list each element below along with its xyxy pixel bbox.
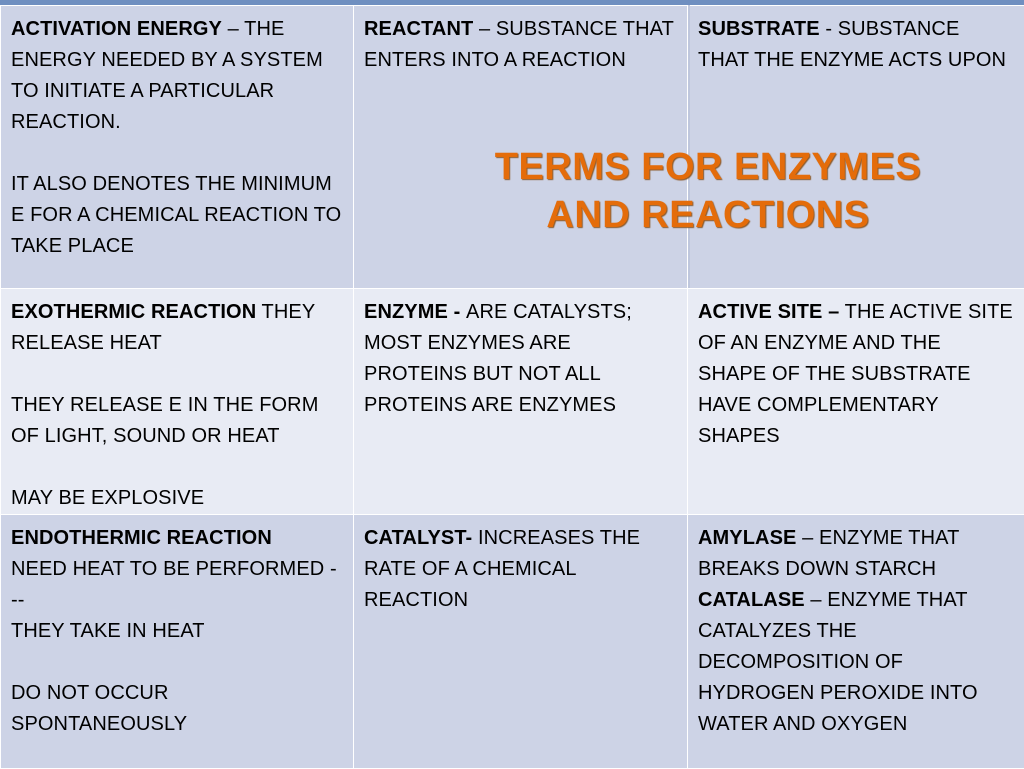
cell-endothermic [1, 515, 354, 769]
spacer [11, 138, 343, 169]
terms-table [0, 5, 1024, 769]
table-row [1, 289, 1024, 515]
term-active-site: ACTIVE SITE – [698, 301, 839, 323]
note-exothermic-1: THEY RELEASE E IN THE FORM OF LIGHT, SOUND OR HEAT [11, 394, 318, 447]
slide-title [440, 143, 976, 239]
term-substrate: SUBSTRATE [698, 18, 820, 40]
spacer [11, 359, 343, 390]
note-endothermic-1: THEY TAKE IN HEAT [11, 620, 205, 642]
cell-active-site [688, 289, 1024, 515]
term-endothermic: ENDOTHERMIC REACTION [11, 527, 272, 549]
cell-activation-energy [1, 6, 354, 289]
spacer [11, 452, 343, 483]
term-exothermic: EXOTHERMIC REACTION [11, 301, 256, 323]
slide-title-line-1: TERMS FOR ENZYMES [440, 143, 976, 191]
definition-endothermic: NEED HEAT TO BE PERFORMED --- [11, 558, 337, 611]
definition-amylase: – ENZYME THAT BREAKS DOWN STARCH [698, 527, 959, 580]
table-row [1, 515, 1024, 769]
definition-substrate: - SUBSTANCE THAT THE ENZYME ACTS UPON [698, 18, 1006, 71]
term-activation-energy: ACTIVATION ENERGY [11, 18, 222, 40]
cell-amylase-catalase [688, 515, 1024, 769]
note-endothermic-2: DO NOT OCCUR SPONTANEOUSLY [11, 682, 187, 735]
term-amylase: AMYLASE [698, 527, 796, 549]
term-catalyst: CATALYST- [364, 527, 472, 549]
cell-exothermic [1, 289, 354, 515]
cell-enzyme [354, 289, 688, 515]
term-reactant: REACTANT [364, 18, 473, 40]
definition-reactant: – SUBSTANCE THAT ENTERS INTO A REACTION [364, 18, 674, 71]
definition-catalyst: INCREASES THE RATE OF A CHEMICAL REACTION [364, 527, 640, 611]
definition-enzyme: ARE CATALYSTS; MOST ENZYMES ARE PROTEINS BUT NOT ALL PROTEINS ARE ENZYMES [364, 301, 632, 416]
term-enzyme: ENZYME - [364, 301, 466, 323]
definition-activation-energy: – THE ENERGY NEEDED BY A SYSTEM TO INITIATE A PARTICULAR REACTION. [11, 18, 323, 133]
spacer [11, 647, 343, 678]
definition-catalase: – ENZYME THAT CATALYZES THE DECOMPOSITION OF HYDROGEN PEROXIDE INTO WATER AND OXYGEN [698, 589, 978, 735]
definition-exothermic: THEY RELEASE HEAT [11, 301, 315, 354]
term-catalase: CATALASE [698, 589, 805, 611]
note-activation-energy: IT ALSO DENOTES THE MINIMUM E FOR A CHEMICAL REACTION TO TAKE PLACE [11, 173, 341, 257]
definition-active-site: THE ACTIVE SITE OF AN ENZYME AND THE SHAPE OF THE SUBSTRATE HAVE COMPLEMENTARY SHAPES [698, 301, 1013, 447]
note-exothermic-2: MAY BE EXPLOSIVE [11, 487, 204, 509]
cell-catalyst [354, 515, 688, 769]
slide-title-line-2: AND REACTIONS [440, 191, 976, 239]
